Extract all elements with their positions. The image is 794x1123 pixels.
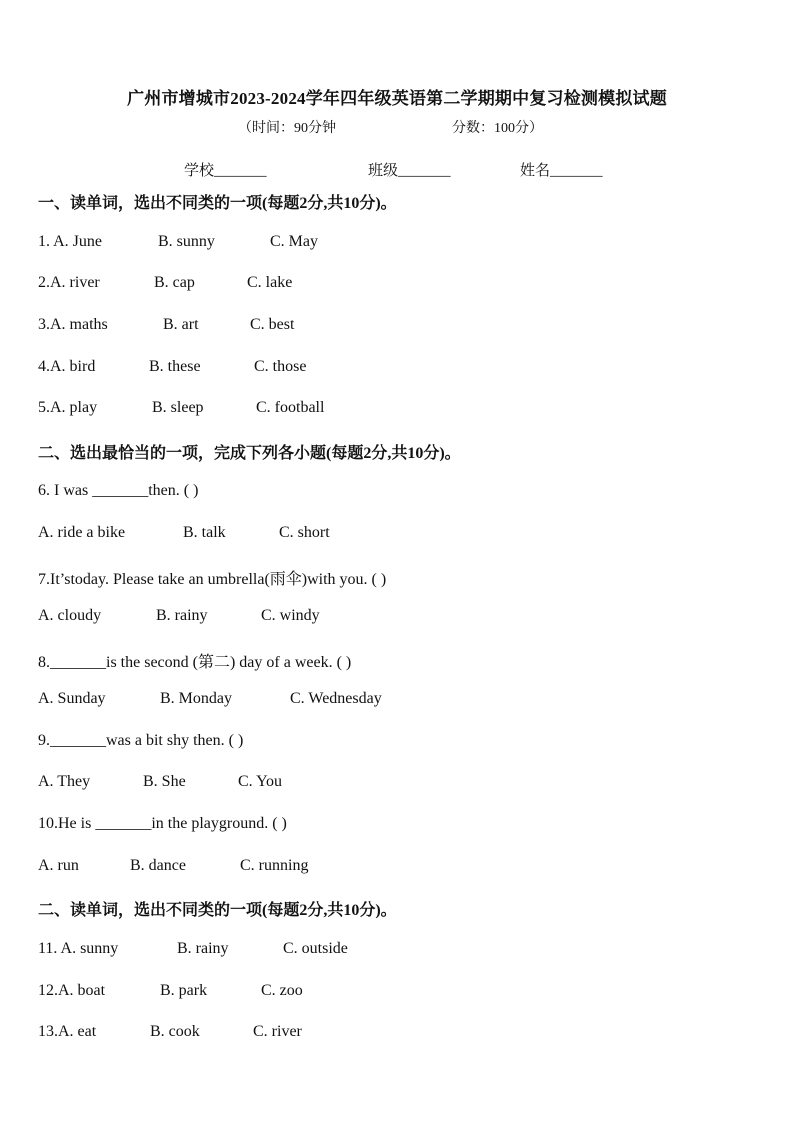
q10-option-a: A. run: [38, 857, 79, 874]
q3-option-c: C. best: [250, 316, 295, 333]
q2-option-c: C. lake: [247, 274, 293, 291]
q10-option-b: B. dance: [130, 857, 186, 874]
q7-option-a: A. cloudy: [38, 607, 102, 624]
q8-option-a: A. Sunday: [38, 690, 106, 707]
q13-option-a: 13.A. eat: [38, 1023, 97, 1040]
q12-option-c: C. zoo: [261, 982, 303, 999]
q12-option-b: B. park: [160, 982, 208, 999]
q8-option-c: C. Wednesday: [290, 690, 382, 707]
q3-option-a: 3.A. maths: [38, 316, 108, 333]
name-field: 姓名_______: [520, 163, 603, 179]
question-10-stem: 10.He is _______in the playground. ( ): [38, 815, 287, 832]
q13-option-c: C. river: [253, 1023, 302, 1040]
q11-option-b: B. rainy: [177, 940, 229, 957]
q4-option-a: 4.A. bird: [38, 358, 96, 375]
question-6-stem: 6. I was _______then. ( ): [38, 482, 199, 499]
q6-option-c: C. short: [279, 524, 330, 541]
q4-option-c: C. those: [254, 358, 307, 375]
q7-option-b: B. rainy: [156, 607, 208, 624]
q5-option-c: C. football: [256, 399, 325, 416]
section-2-heading: 二、选出最恰当的一项，完成下列各小题(每题2分,共10分)。: [38, 445, 461, 462]
question-8-stem: 8._______is the second (第二) day of a week. ( ): [38, 654, 352, 671]
page-title: 广州市增城市2023-2024学年四年级英语第二学期期中复习检测模拟试题: [127, 89, 667, 108]
school-field: 学校_______: [184, 163, 267, 179]
class-field: 班级_______: [368, 163, 451, 179]
q6-option-b: B. talk: [183, 524, 226, 541]
exam-score: 分数：100分）: [452, 121, 543, 136]
q5-option-a: 5.A. play: [38, 399, 98, 416]
q2-option-a: 2.A. river: [38, 274, 100, 291]
q1-option-b: B. sunny: [158, 233, 215, 250]
q5-option-b: B. sleep: [152, 399, 204, 416]
q8-option-b: B. Monday: [160, 690, 232, 707]
q9-option-b: B. She: [143, 773, 186, 790]
q9-option-a: A. They: [38, 773, 91, 790]
q6-option-a: A. ride a bike: [38, 524, 126, 541]
q9-option-c: C. You: [238, 773, 283, 790]
q1-option-a: 1. A. June: [38, 233, 102, 250]
q12-option-a: 12.A. boat: [38, 982, 106, 999]
section-1-heading: 一、读单词，选出不同类的一项(每题2分,共10分)。: [38, 195, 397, 212]
q4-option-b: B. these: [149, 358, 201, 375]
q7-option-c: C. windy: [261, 607, 320, 624]
exam-time: （时间：90分钟: [238, 121, 336, 136]
q10-option-c: C. running: [240, 857, 309, 874]
question-7-stem: 7.It’stoday. Please take an umbrella(雨伞)with you. ( ): [38, 571, 387, 588]
q13-option-b: B. cook: [150, 1023, 200, 1040]
q11-option-c: C. outside: [283, 940, 348, 957]
question-9-stem: 9._______was a bit shy then. ( ): [38, 732, 244, 749]
q3-option-b: B. art: [163, 316, 199, 333]
q11-option-a: 11. A. sunny: [38, 940, 119, 957]
section-3-heading: 二、读单词，选出不同类的一项(每题2分,共10分)。: [38, 902, 397, 919]
q1-option-c: C. May: [270, 233, 318, 250]
q2-option-b: B. cap: [154, 274, 195, 291]
